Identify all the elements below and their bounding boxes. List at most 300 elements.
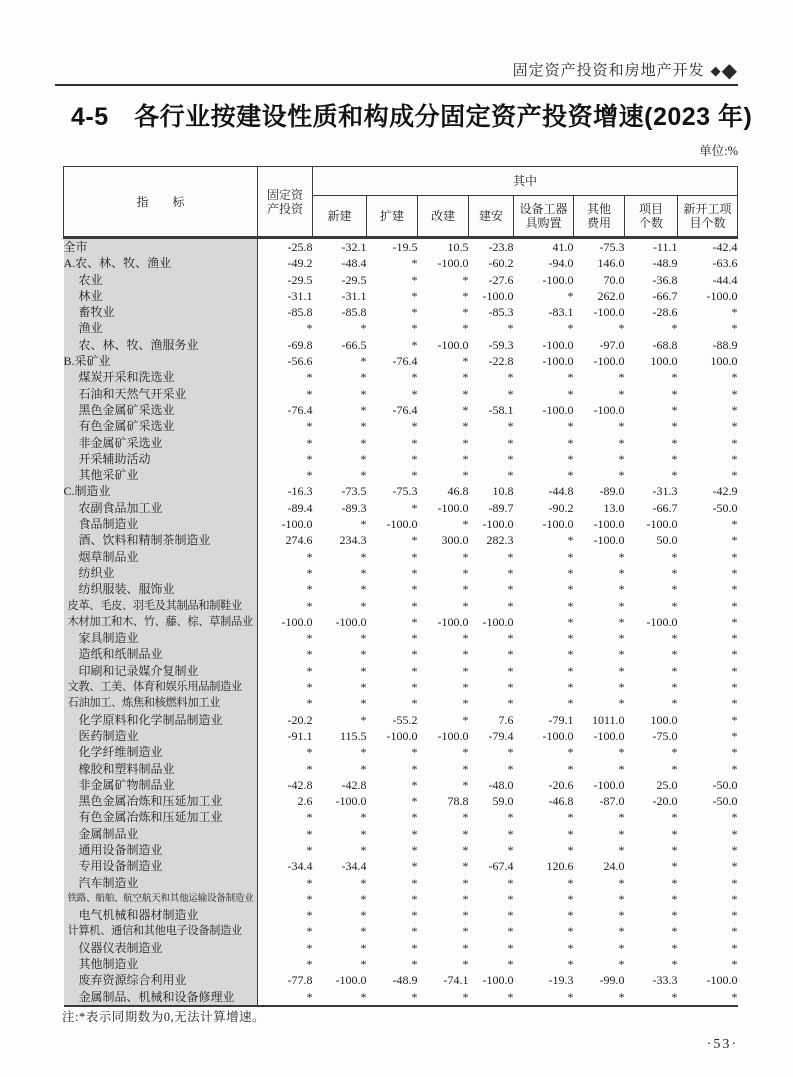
data-table: [63, 166, 738, 1007]
value-cell: *: [258, 989, 313, 1006]
value-cell: *: [618, 810, 625, 825]
value-cell: -48.0: [488, 777, 514, 792]
row-label: 专用设备制造业: [64, 858, 258, 874]
value-cell: -79.4: [488, 728, 514, 743]
value-cell: *: [411, 256, 418, 271]
value-cell: *: [731, 321, 738, 336]
value-cell: -100.0: [437, 337, 469, 352]
table-row: [64, 565, 738, 581]
value-cell: *: [306, 940, 313, 955]
value-cell: -100.0: [593, 533, 625, 548]
table-row: [64, 663, 738, 679]
value-cell: *: [671, 826, 678, 841]
table-row: [64, 809, 738, 825]
row-label: 渔业: [64, 320, 258, 336]
table-row: [64, 483, 738, 499]
table-row: [64, 272, 738, 288]
value-cell: *: [469, 989, 514, 1006]
value-cell: -20.6: [548, 777, 574, 792]
value-cell: *: [462, 680, 469, 695]
value-cell: -75.3: [599, 240, 625, 254]
value-cell: *: [731, 565, 738, 580]
value-cell: -99.0: [599, 973, 625, 988]
row-label: 开采辅助活动: [64, 451, 258, 467]
column-header-sub-1: 扩建: [367, 196, 418, 238]
row-label: 木材加工和木、竹、藤、棕、草制品业: [64, 614, 258, 630]
value-cell: *: [507, 451, 514, 466]
value-cell: *: [411, 272, 418, 287]
value-cell: -100.0: [482, 517, 514, 532]
row-label: 造纸和纸制品业: [64, 646, 258, 662]
value-cell: -25.8: [287, 240, 313, 254]
value-cell: *: [411, 565, 418, 580]
row-label: 通用设备制造业: [64, 842, 258, 858]
table-row: [64, 238, 738, 256]
value-cell: *: [671, 451, 678, 466]
value-cell: *: [411, 647, 418, 662]
value-cell: *: [411, 419, 418, 434]
value-cell: *: [618, 614, 625, 629]
value-cell: -89.0: [599, 484, 625, 499]
table-row: [64, 793, 738, 809]
value-cell: *: [671, 680, 678, 695]
value-cell: -48.4: [341, 256, 367, 271]
table-row: [64, 598, 738, 614]
value-cell: *: [671, 842, 678, 857]
value-cell: *: [567, 582, 574, 597]
value-cell: *: [462, 305, 469, 320]
table-row: [64, 858, 738, 874]
value-cell: *: [618, 631, 625, 646]
value-cell: -69.8: [287, 337, 313, 352]
value-cell: -94.0: [548, 256, 574, 271]
running-head: [55, 58, 738, 83]
value-cell: *: [731, 859, 738, 874]
value-cell: *: [567, 468, 574, 483]
column-header-sub-2: 改建: [418, 196, 469, 238]
row-label: B.采矿业: [64, 353, 258, 369]
table-row: [64, 500, 738, 516]
row-label: 畜牧业: [64, 304, 258, 320]
value-cell: *: [671, 663, 678, 678]
value-cell: 282.3: [486, 533, 514, 548]
value-cell: *: [360, 696, 367, 711]
value-cell: 100.0: [710, 354, 738, 369]
table-row: [64, 467, 738, 483]
value-cell: -42.8: [341, 777, 367, 792]
value-cell: *: [731, 451, 738, 466]
table-row: [64, 435, 738, 451]
value-cell: *: [360, 631, 367, 646]
table-row: [64, 761, 738, 777]
page-title: 4-5 各行业按建设性质和构成分固定资产投资增速(2023 年): [71, 103, 753, 131]
table-container: [63, 166, 738, 1007]
value-cell: *: [360, 826, 367, 841]
value-cell: *: [462, 712, 469, 727]
row-label: 黑色金属冶炼和压延加工业: [64, 793, 258, 809]
table-row: [64, 923, 738, 939]
table-row: [64, 842, 738, 858]
row-label: 文教、工美、体育和娱乐用品制造业: [64, 679, 258, 695]
table-row: [64, 777, 738, 793]
value-cell: *: [731, 712, 738, 727]
table-row: [64, 402, 738, 418]
column-header-sub-0: 新建: [313, 196, 367, 238]
value-cell: *: [567, 598, 574, 613]
value-cell: *: [567, 370, 574, 385]
value-cell: *: [567, 908, 574, 923]
value-cell: *: [618, 826, 625, 841]
value-cell: *: [507, 386, 514, 401]
value-cell: 25.0: [656, 777, 678, 792]
row-label: 农、林、牧、渔服务业: [64, 337, 258, 353]
value-cell: *: [411, 761, 418, 776]
row-label: 其他制造业: [64, 956, 258, 972]
value-cell: *: [306, 957, 313, 972]
value-cell: *: [567, 614, 574, 629]
value-cell: 274.6: [285, 533, 313, 548]
row-label: 化学原料和化学制品制造业: [64, 712, 258, 728]
value-cell: -100.0: [593, 728, 625, 743]
value-cell: -49.2: [287, 256, 313, 271]
value-cell: *: [306, 680, 313, 695]
value-cell: *: [411, 451, 418, 466]
value-cell: *: [507, 663, 514, 678]
value-cell: *: [411, 468, 418, 483]
value-cell: *: [360, 451, 367, 466]
value-cell: *: [618, 761, 625, 776]
value-cell: *: [306, 842, 313, 857]
row-label: 黑色金属矿采选业: [64, 402, 258, 418]
value-cell: *: [731, 419, 738, 434]
value-cell: *: [360, 745, 367, 760]
value-cell: *: [507, 761, 514, 776]
value-cell: *: [418, 989, 469, 1006]
column-header-sub-6: 项目 个数: [625, 196, 678, 238]
value-cell: *: [671, 908, 678, 923]
row-label: 其他采矿业: [64, 467, 258, 483]
value-cell: *: [731, 402, 738, 417]
value-cell: -100.0: [437, 256, 469, 271]
table-row: [64, 989, 738, 1006]
column-header-sub-4: 设备工器 具购置: [514, 196, 574, 238]
value-cell: 70.0: [603, 272, 625, 287]
value-cell: -73.5: [341, 484, 367, 499]
value-cell: -100.0: [646, 517, 678, 532]
value-cell: -97.0: [599, 337, 625, 352]
value-cell: *: [306, 891, 313, 906]
value-cell: *: [462, 598, 469, 613]
value-cell: -34.4: [341, 859, 367, 874]
row-label: 印刷和记录媒介复制业: [64, 663, 258, 679]
value-cell: *: [731, 826, 738, 841]
value-cell: *: [507, 940, 514, 955]
value-cell: *: [567, 810, 574, 825]
row-label: 纺织业: [64, 565, 258, 581]
value-cell: *: [618, 582, 625, 597]
row-label: 非金属矿物制品业: [64, 777, 258, 793]
value-cell: *: [618, 386, 625, 401]
value-cell: *: [411, 533, 418, 548]
value-cell: *: [306, 908, 313, 923]
value-cell: -87.0: [599, 794, 625, 809]
row-label: 金属制品、机械和设备修理业: [64, 989, 258, 1006]
value-cell: *: [731, 582, 738, 597]
value-cell: *: [411, 663, 418, 678]
value-cell: *: [618, 451, 625, 466]
value-cell: *: [618, 696, 625, 711]
value-cell: *: [618, 680, 625, 695]
value-cell: *: [625, 989, 678, 1006]
diamond-small-icon: ◆: [710, 63, 722, 78]
value-cell: -100.0: [706, 973, 738, 988]
table-row: [64, 614, 738, 630]
table-row: [64, 418, 738, 434]
table-row: [64, 940, 738, 956]
value-cell: *: [360, 647, 367, 662]
value-cell: *: [462, 631, 469, 646]
value-cell: *: [567, 826, 574, 841]
value-cell: *: [360, 321, 367, 336]
value-cell: -66.5: [341, 337, 367, 352]
value-cell: -100.0: [335, 614, 367, 629]
row-label: 铁路、船舶、航空航天和其他运输设备制造业: [64, 891, 258, 907]
value-cell: -32.1: [341, 240, 367, 254]
row-label: 非金属矿采选业: [64, 435, 258, 451]
value-cell: *: [360, 908, 367, 923]
value-cell: 115.5: [339, 728, 367, 743]
value-cell: *: [462, 451, 469, 466]
value-cell: *: [306, 419, 313, 434]
value-cell: *: [411, 631, 418, 646]
value-cell: *: [462, 517, 469, 532]
value-cell: *: [306, 582, 313, 597]
value-cell: *: [507, 647, 514, 662]
value-cell: *: [671, 419, 678, 434]
value-cell: *: [507, 924, 514, 939]
value-cell: *: [731, 647, 738, 662]
value-cell: *: [411, 370, 418, 385]
value-cell: *: [462, 875, 469, 890]
table-row: [64, 532, 738, 548]
value-cell: -42.8: [287, 777, 313, 792]
table-row: [64, 451, 738, 467]
value-cell: *: [731, 745, 738, 760]
value-cell: *: [360, 517, 367, 532]
value-cell: *: [507, 891, 514, 906]
header-divider: [55, 84, 738, 86]
value-cell: *: [507, 875, 514, 890]
value-cell: *: [567, 533, 574, 548]
value-cell: -100.0: [542, 517, 574, 532]
table-row: [64, 646, 738, 662]
value-cell: -100.0: [593, 777, 625, 792]
value-cell: -31.3: [652, 484, 678, 499]
value-cell: *: [462, 647, 469, 662]
value-cell: -100.0: [482, 614, 514, 629]
value-cell: *: [411, 500, 418, 515]
value-cell: *: [567, 631, 574, 646]
value-cell: *: [618, 370, 625, 385]
value-cell: *: [507, 908, 514, 923]
value-cell: *: [360, 957, 367, 972]
row-label: 酒、饮料和精制茶制造业: [64, 532, 258, 548]
value-cell: *: [462, 565, 469, 580]
row-label: 石油和天然气开采业: [64, 386, 258, 402]
value-cell: *: [313, 989, 367, 1006]
row-label: 林业: [64, 288, 258, 304]
value-cell: *: [567, 321, 574, 336]
value-cell: *: [360, 875, 367, 890]
value-cell: -100.0: [593, 354, 625, 369]
value-cell: 7.6: [498, 712, 514, 727]
row-label: 计算机、通信和其他电子设备制造业: [64, 923, 258, 939]
value-cell: *: [574, 989, 625, 1006]
value-cell: -100.0: [593, 402, 625, 417]
value-cell: *: [306, 826, 313, 841]
value-cell: *: [462, 826, 469, 841]
value-cell: 41.0: [552, 240, 574, 254]
value-cell: *: [360, 663, 367, 678]
value-cell: -90.2: [548, 500, 574, 515]
value-cell: *: [360, 842, 367, 857]
value-cell: -75.3: [392, 484, 418, 499]
value-cell: *: [411, 891, 418, 906]
value-cell: -74.1: [443, 973, 469, 988]
value-cell: -100.0: [542, 272, 574, 287]
value-cell: -100.0: [482, 288, 514, 303]
value-cell: *: [514, 989, 574, 1006]
value-cell: -91.1: [287, 728, 313, 743]
value-cell: *: [671, 940, 678, 955]
value-cell: *: [411, 305, 418, 320]
value-cell: *: [462, 272, 469, 287]
row-label: 有色金属冶炼和压延加工业: [64, 809, 258, 825]
value-cell: *: [731, 663, 738, 678]
value-cell: *: [671, 647, 678, 662]
value-cell: *: [507, 419, 514, 434]
value-cell: *: [411, 680, 418, 695]
value-cell: -16.3: [287, 484, 313, 499]
column-header-sub-7: 新开工项 目个数: [678, 196, 738, 238]
value-cell: -42.4: [712, 240, 738, 254]
value-cell: -68.8: [652, 337, 678, 352]
value-cell: *: [507, 696, 514, 711]
value-cell: -48.9: [652, 256, 678, 271]
value-cell: *: [411, 435, 418, 450]
value-cell: *: [671, 582, 678, 597]
row-label: 仪器仪表制造业: [64, 940, 258, 956]
value-cell: *: [360, 565, 367, 580]
value-cell: *: [567, 875, 574, 890]
value-cell: *: [671, 402, 678, 417]
value-cell: -100.0: [281, 517, 313, 532]
value-cell: -76.4: [392, 354, 418, 369]
row-label: 食品制造业: [64, 516, 258, 532]
column-header-among-which: 其中: [313, 167, 738, 196]
value-cell: *: [411, 810, 418, 825]
value-cell: *: [360, 940, 367, 955]
value-cell: *: [360, 354, 367, 369]
value-cell: *: [462, 435, 469, 450]
value-cell: -85.3: [488, 305, 514, 320]
value-cell: *: [731, 842, 738, 857]
value-cell: -44.4: [712, 272, 738, 287]
value-cell: *: [507, 842, 514, 857]
value-cell: *: [618, 647, 625, 662]
value-cell: -20.2: [287, 712, 313, 727]
value-cell: *: [360, 419, 367, 434]
value-cell: *: [671, 875, 678, 890]
value-cell: -79.1: [548, 712, 574, 727]
value-cell: *: [411, 826, 418, 841]
value-cell: *: [567, 435, 574, 450]
value-cell: *: [306, 647, 313, 662]
value-cell: *: [731, 940, 738, 955]
value-cell: *: [507, 370, 514, 385]
value-cell: *: [731, 305, 738, 320]
value-cell: -100.0: [482, 973, 514, 988]
value-cell: -100.0: [706, 288, 738, 303]
value-cell: -56.6: [287, 354, 313, 369]
value-cell: -55.2: [392, 712, 418, 727]
value-cell: *: [671, 696, 678, 711]
value-cell: -100.0: [593, 517, 625, 532]
value-cell: *: [671, 435, 678, 450]
value-cell: *: [731, 680, 738, 695]
value-cell: *: [567, 842, 574, 857]
value-cell: *: [671, 761, 678, 776]
value-cell: *: [507, 957, 514, 972]
value-cell: *: [618, 549, 625, 564]
value-cell: *: [462, 761, 469, 776]
value-cell: 2.6: [297, 794, 313, 809]
value-cell: *: [306, 745, 313, 760]
value-cell: *: [507, 435, 514, 450]
value-cell: *: [507, 631, 514, 646]
value-cell: *: [360, 435, 367, 450]
row-label: 皮革、毛皮、羽毛及其制品和制鞋业: [64, 598, 258, 614]
value-cell: *: [462, 386, 469, 401]
row-label: 医药制造业: [64, 728, 258, 744]
value-cell: *: [411, 549, 418, 564]
value-cell: *: [507, 598, 514, 613]
value-cell: -89.4: [287, 500, 313, 515]
value-cell: *: [462, 859, 469, 874]
value-cell: -100.0: [335, 794, 367, 809]
value-cell: *: [731, 435, 738, 450]
value-cell: *: [567, 549, 574, 564]
value-cell: *: [462, 549, 469, 564]
footnote: 注:*表示同期数为0,无法计算增速。: [62, 1010, 266, 1024]
value-cell: *: [306, 696, 313, 711]
value-cell: *: [618, 940, 625, 955]
table-row: [64, 891, 738, 907]
value-cell: -19.3: [548, 973, 574, 988]
value-cell: *: [411, 875, 418, 890]
value-cell: -100.0: [437, 500, 469, 515]
value-cell: -46.8: [548, 794, 574, 809]
value-cell: -100.0: [386, 728, 418, 743]
value-cell: *: [507, 826, 514, 841]
row-label: 金属制品业: [64, 826, 258, 842]
value-cell: *: [306, 549, 313, 564]
table-row: [64, 712, 738, 728]
value-cell: -100.0: [281, 614, 313, 629]
table-row: [64, 728, 738, 744]
value-cell: *: [567, 288, 574, 303]
value-cell: -44.8: [548, 484, 574, 499]
